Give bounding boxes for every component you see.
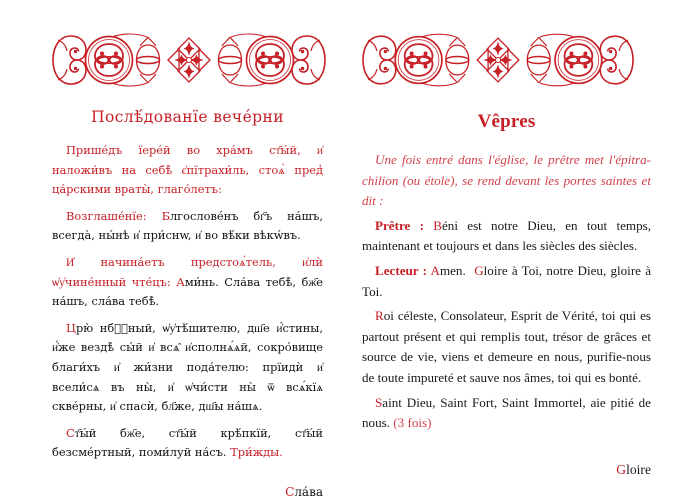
paragraph-blessing: [52, 207, 323, 246]
paragraph-rubric-reader: [52, 253, 323, 312]
catchword-initial: G: [616, 461, 627, 477]
page-title-slavonic: Послѣ́дованїе вече́рни: [91, 108, 284, 126]
speaker-label-priest: Prêtre :: [375, 217, 424, 233]
drop-initial-secondary: G: [474, 262, 484, 278]
paragraph-heavenly-king: [52, 319, 323, 417]
prayer-text: aint Dieu, Saint Fort, Saint Immortel, aie pitié de nous.: [362, 394, 651, 431]
prayer-text: oi céleste, Consolateur, Esprit de Vérité, toi qui es partout présent et qui remplis tout, trésor de grâces et source de vie, viens et demeure en nous, purifie-nous de toute impureté et sauve nos âmes, toi qui es bonté.: [362, 308, 651, 385]
rubric-text: Une fois entré dans l'église, le prêtre met l'épitra-chilion (ou étole), se rend devant les portes saintes et dit :: [362, 152, 651, 209]
prayer-text: éni est notre Dieu, en tout temps, maintenant et toujours et dans les siècles des siècles.: [362, 217, 651, 254]
drop-initial: R: [375, 308, 384, 324]
prayer-text: т҃ы́й бж҃е, ст҃ы́й крѣ́пкїй, ст҃ы́й безсме́ртный, поми́луй на́съ.: [52, 425, 323, 460]
rubric-label-reader: И҆ начина́етъ предстоѧ́тель, и҆лѝ ѡ҆у҆чине́нный чте́цъ:: [52, 254, 323, 289]
rubric-label-exclamation: Возглаше́нїе:: [66, 208, 147, 223]
french-text-body: [362, 150, 651, 434]
catchword-rest: loire: [626, 461, 651, 477]
prayer-text: рю̀ нбⷭ҇ный, ѡ҆у҆тѣ́шителю, дш҃е и҆́стины, и҆́же вездѣ̀ сы́й и҆ всѧ̑ и҆сполнѧ́ѧй, сокро́вище благи́хъ и҆ жи́зни пода́телю: прїидѝ и҆ всели́сѧ въ ны̀, и҆ ѡ҆чи́сти ны̀ ѿ всѧ́кїѧ скве́рны, и҆ спасѝ, бл҃же, дш҃ы на́шѧ.: [52, 320, 323, 414]
paragraph-rubric-entry: [362, 150, 651, 212]
drop-initial: Ц: [66, 320, 76, 335]
drop-initial: А: [176, 274, 185, 289]
drop-initial: B: [433, 217, 442, 233]
drop-initial: Б: [161, 208, 170, 223]
paragraph-trisagion: [362, 393, 651, 434]
paragraph-blessing: [362, 216, 651, 257]
drop-initial: С: [66, 425, 75, 440]
rubric-text: Прише́дъ їере́й во хра́мъ ст҃ы́й, и҆ наложи́въ на себѣ̀ є҆пїтрахи́ль, стоѧ̀ пред̾ ца́рскими враты̀, глаго́летъ:: [52, 143, 323, 197]
prayer-text: лгослове́нъ бг҃ъ на́шъ, всегда̀, ны́нѣ и҆ при́снw, и҆ во вѣ́ки вѣкẃвъ.: [52, 208, 324, 243]
rubric-thrice: Три́жды.: [230, 445, 283, 460]
paragraph-trisagion: [52, 424, 323, 463]
page-title-french: Vêpres: [477, 111, 536, 132]
ornament-headpiece-left: [52, 31, 326, 89]
catchword-right: [362, 462, 651, 478]
catchword-rest: ла́ва: [294, 484, 323, 499]
paragraph-rubric-entry: [52, 141, 323, 200]
slavonic-text-body: [52, 141, 323, 463]
drop-initial: S: [375, 394, 383, 410]
catchword-left: [52, 485, 323, 499]
speaker-label-reader: Lecteur :: [375, 262, 427, 278]
rubric-three-times: (3 fois): [393, 415, 432, 431]
prayer-text: men.: [439, 262, 466, 278]
paragraph-heavenly-king: [362, 306, 651, 388]
page-right-french: [340, 0, 679, 493]
prayer-text: ми́нь. Сла́ва тебѣ̀, бж҃е на́шъ, сла́ва тебѣ̀.: [52, 274, 323, 309]
drop-initial: A: [430, 262, 440, 278]
ornament-headpiece-right: [362, 31, 634, 89]
catchword-initial: С: [285, 484, 295, 499]
prayer-text-secondary: loire à Toi, notre Dieu, gloire à Toi.: [362, 262, 652, 299]
paragraph-reader-amen: [362, 261, 651, 302]
